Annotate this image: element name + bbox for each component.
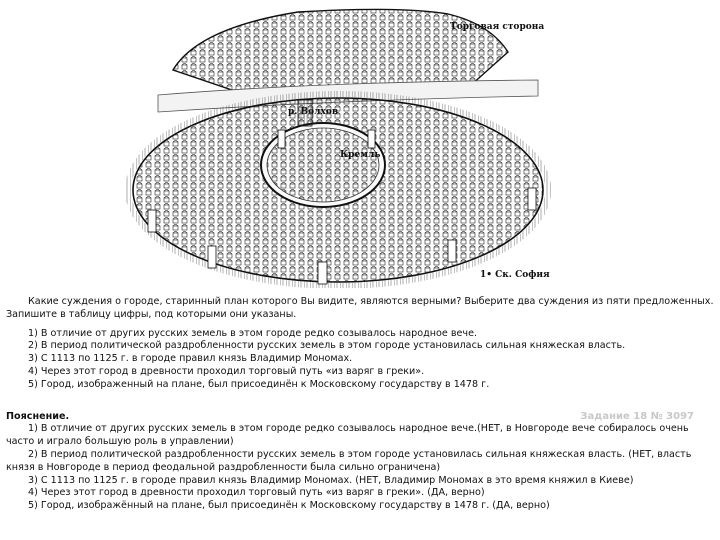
- option-4: 4) Через этот город в древности проходил торговый путь «из варяг в греки».: [28, 365, 425, 377]
- explanation-list: [6, 423, 714, 513]
- label-trade-side: Торговая сторона: [450, 22, 545, 32]
- option-3: 3) С 1113 по 1125 г. в городе правил князь Владимир Мономах.: [28, 353, 353, 365]
- label-kremlin: Кремль: [340, 150, 381, 160]
- explanation-4: 4) Через этот город в древности проходил торговый путь «из варяг в греки». (ДА, верно): [28, 487, 485, 499]
- explanation-1: 1) В отличие от других русских земель в этом городе редко созывалось народное вече.(НЕТ, в Новгороде вече собиралось очень часто и играло большую роль в управлении): [6, 423, 689, 448]
- city-plan-image: [118, 0, 558, 288]
- label-volkhov-river: р. Волхов: [288, 107, 339, 117]
- label-sofia-side: 1• Ск. София: [480, 270, 550, 280]
- task-text: [6, 296, 714, 513]
- question-text: Какие суждения о городе, старинный план которого Вы видите, являются верными? Выберите два суждения из пяти предложенных. Запишите в таблицу цифры, под которыми они указаны.: [6, 296, 714, 320]
- option-5: 5) Город, изображенный на плане, был присоединён к Московскому государству в 1478 г.: [28, 378, 490, 390]
- answer-options: [6, 328, 714, 392]
- task-number: Задание 18 № 3097: [580, 411, 694, 422]
- explanation-3: 3) С 1113 по 1125 г. в городе правил князь Владимир Мономах. (НЕТ, Владимир Мономах в это время княжил в Киеве): [28, 474, 634, 486]
- city-plan-drawing: [118, 0, 558, 288]
- option-2: 2) В период политической раздробленности русских земель в этом городе установилась сильная княжеская власть.: [28, 340, 626, 352]
- option-1: 1) В отличие от других русских земель в этом городе редко созывалось народное вече.: [28, 327, 478, 339]
- explanation-heading: Пояснение.: [6, 410, 70, 422]
- explanation-5: 5) Город, изображённый на плане, был присоединён к Московскому государству в 1478 г. (ДА, верно): [28, 500, 550, 512]
- explanation-2: 2) В период политической раздробленности русских земель в этом городе установилась сильная княжеская власть. (НЕТ, власть князя в Новгороде в период феодальной раздробленности была сильно ограничена): [6, 448, 692, 473]
